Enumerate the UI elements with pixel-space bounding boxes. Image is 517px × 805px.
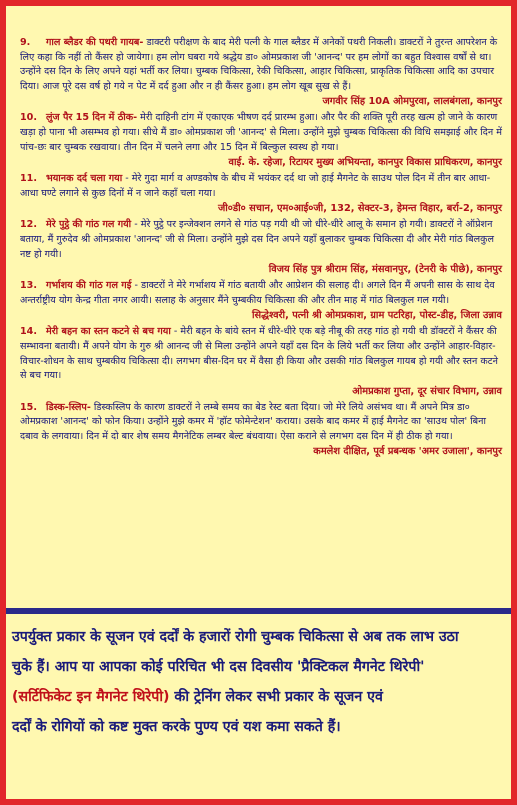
closing-message bbox=[12, 622, 505, 792]
testimonial-text: - डाक्टरों ने मेरे गर्भाशय में गांठ बतायी और आप्रेशन की सलाह दी। अगले दिन मैं अपनी सास के साथ देव अन्तर्राष्ट्रीय योग केन्द्र गीता नगर आयी। सलाह के अनुसार मैंने चुम्बकीय चिकित्सा की और तीन माह में गांठ बिलकुल गल गयी। bbox=[20, 280, 495, 306]
testimonial-number: 15. bbox=[20, 401, 37, 413]
testimonial-number: 13. bbox=[20, 280, 37, 292]
testimonial-heading: भयानक दर्द चला गया bbox=[46, 173, 123, 185]
testimonial-signature: ओमप्रकाश गुप्ता, दूर संचार विभाग, उन्नाव bbox=[352, 385, 502, 397]
closing-line-3-text: की ट्रेनिंग लेकर सभी प्रकार के सूजन एवं bbox=[169, 689, 383, 705]
testimonial-text: - मेरी बहन के बांये स्तन में धीरे-धीरे एक बड़े नीबू की तरह गांठ हो गयी थी डॉक्टरों ने कैंसर की सम्भावना बतायी। मैं अपने योग के गुरु श्री आनन्द जी से मिला उन्होंने अपने यहाँ दस दिन के लिये भर्ती कर लिया और उन्होंने आहार-विहार-विचार-शोधन के साथ चुम्बकीय चिकित्सा दी। लगभग बीस-दिन घर में वैसा ही किया और उसकी गांठ बिलकुल गायब हो गयी और स्तन कटने से बच गया। bbox=[20, 326, 498, 382]
testimonial-text: मेरी दाहिनी टांग में एकाएक भीषण दर्द प्रारम्भ हुआ। और पैर की शक्ति पूरी तरह खत्म हो जाने के कारण खड़ा हो पाना भी असम्भव हो गया। सीधे मैं डा० ओमप्रकाश जी 'आनन्द' से मिला। उन्होंने मुझे चुम्बक चिकित्सा की विधि समझाई और दिन में पांच-छः बार चुम्बक रखवाया। तीन दिन में चलने लगा और 15 दिन में बिल्कुल स्वस्थ हो गया। bbox=[20, 112, 502, 153]
testimonial-heading: लुंज पैर 15 दिन में ठीक- bbox=[46, 112, 138, 124]
closing-line-4: दर्दों के रोगियों को कष्ट मुक्त करके पुण्य एवं यश कमा सकते हैं। bbox=[12, 719, 341, 735]
testimonial-number: 10. bbox=[20, 112, 37, 124]
testimonial-number: 14. bbox=[20, 326, 37, 338]
testimonial-heading: मेरी बहन का स्तन कटने से बच गया bbox=[46, 326, 171, 338]
testimonial-text: - मेरे पुट्ठे पर इन्जेक्शन लगने से गांठ पड़ गयी थी जो धीरे-धीरे आलू के समान हो गयी। डाक्टरों ने ऑप्रेशन बताया, मैं गुरुदेव श्री ओमप्रकाश 'आनन्द' जी से मिला। उन्होंने मुझे दस दिन अपने यहाँ बुलाकर चुम्बक चिकित्सा दी और मेरी गांठ बिलकुल नष्ट हो गयी। bbox=[20, 219, 494, 260]
testimonials-list bbox=[20, 36, 504, 602]
testimonial-heading: डिस्क-स्लिप- bbox=[46, 401, 91, 413]
page bbox=[6, 6, 511, 799]
testimonial-number: 9. bbox=[20, 37, 31, 48]
testimonial-9 bbox=[20, 36, 504, 109]
testimonial-number: 11. bbox=[20, 173, 37, 185]
testimonial-signature: कमलेश दीक्षित, पूर्व प्रबन्धक 'अमर उजाला', कानपुर bbox=[313, 446, 502, 458]
testimonial-12 bbox=[20, 218, 504, 277]
testimonial-text: - मेरे गुदा मार्ग व अण्डकोष के बीच में भयंकर दर्द था जो हाई मैगनेट के साउथ पोल दिन में तीन बार आधा-आधा घण्टे लगाने से कुछ दिनों में न जाने कहाँ चला गया। bbox=[20, 173, 491, 199]
testimonial-signature: जी०डी० सचान, एम०आई०जी, 132, सेक्टर-3, हेमन्त विहार, बर्रा-2, कानपुर bbox=[217, 203, 502, 215]
testimonial-text: डिस्कस्लिप के कारण डाक्टरों ने लम्बे समय का बेड रेस्ट बता दिया। जो मेरे लिये असंभव था। मैं अपने मित्र डा० ओमप्रकाश 'आनन्द' को फोन किया। उन्होंने मुझे कमर में 'हॉट फोमेन्टेशन' कराया। उसके बाद कमर में हाई मैगनेट का 'साउथ पोल' बिना दबाव के लगवाया। दिन में दो बार शेष समय मैगनेटिक लम्बर बेल्ट बंधवाया। ऐसा कराने से लगभग दस दिन में ही ठीक हो गया। bbox=[20, 401, 486, 442]
closing-line-2: चुके हैं। आप या आपका कोई परिचित भी दस दिवसीय 'प्रैक्टिकल मैगनेट थिरेपी' bbox=[12, 659, 425, 675]
testimonial-signature: विजय सिंह पुत्र श्रीराम सिंह, मंसवानपुर, (टेनरी के पीछे), कानपुर bbox=[268, 264, 502, 276]
testimonial-heading: गर्भाशय की गांठ गल गई bbox=[46, 280, 132, 292]
testimonial-signature: सिद्धेश्वरी, पत्नी श्री ओमप्रकाश, ग्राम पटरिहा, पोस्ट-डीह, जिला उन्नाव bbox=[251, 310, 502, 322]
testimonial-14 bbox=[20, 325, 504, 398]
certificate-course-name: (सर्टिफिकेट इन मैगनेट थिरेपी) bbox=[12, 689, 170, 705]
testimonial-15 bbox=[20, 401, 504, 460]
testimonial-10 bbox=[20, 111, 504, 170]
section-divider bbox=[6, 608, 511, 614]
testimonial-signature: जगवीर सिंह 10A ओमपुरवा, लालबंगला, कानपुर bbox=[322, 96, 502, 108]
testimonial-11 bbox=[20, 172, 504, 216]
closing-line-1: उपर्युक्त प्रकार के सूजन एवं दर्दों के हजारों रोगी चुम्बक चिकित्सा से अब तक लाभ उठा bbox=[12, 629, 459, 645]
closing-line-3 bbox=[12, 682, 505, 712]
testimonial-number: 12. bbox=[20, 219, 37, 231]
testimonial-13 bbox=[20, 279, 504, 323]
testimonial-signature: वाई. के. रहेजा, रिटायर मुख्य अभियन्ता, कानपुर विकास प्राधिकरण, कानपुर bbox=[228, 157, 502, 169]
testimonial-heading: मेरे पुट्ठे की गांठ गल गयी bbox=[46, 219, 132, 231]
testimonial-text: डाक्टरी परीक्षण के बाद मेरी पत्नी के गाल ब्लैडर में अनेकों पथरी निकली। डाक्टरों ने तुरन्त आपरेशन के लिए कहा कि नहीं तो कैंसर हो जायेगा। हम लोग घबरा गये श्रद्धेय डा० ओमप्रकाश जी 'आनन्द' पर हम लोगों का बहुत विश्वास वर्षों से था। उन्होंने दस दिन के लिए अपने यहां भर्ती कर लिया। चुम्बक चिकित्सा, रेकी चिकित्सा, आहार चिकित्सा, प्राकृतिक चिकित्सा आदि का उपचार दिया। आज पूरे दस वर्ष हो गये न पेट में दर्द हुआ और न ही कैंसर हुआ। हम लोग खूब सुख से हैं। bbox=[20, 37, 498, 92]
testimonial-heading: गाल ब्लैडर की पथरी गायब- bbox=[46, 37, 144, 48]
